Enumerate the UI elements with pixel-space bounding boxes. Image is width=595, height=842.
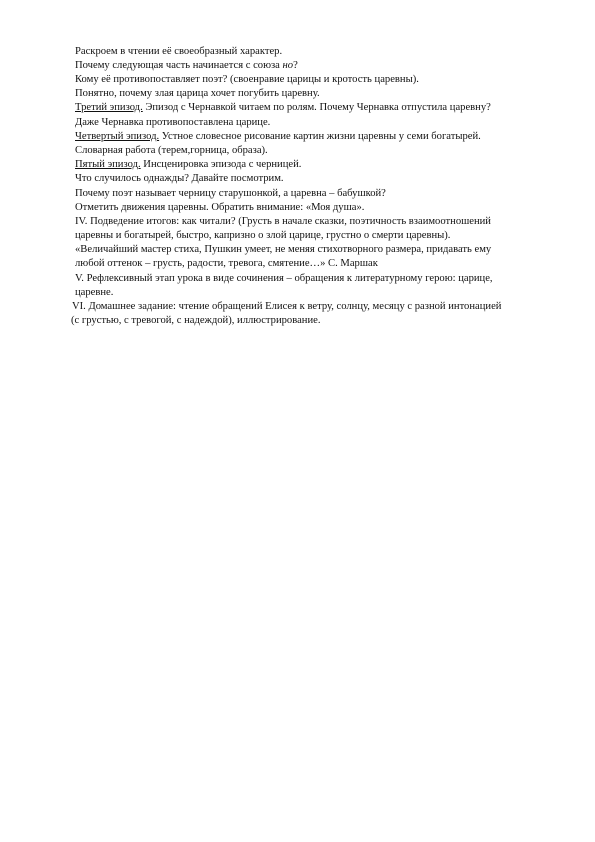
text-line: любой оттенок – грусть, радости, тревога, смятение…» С. Маршак xyxy=(75,258,378,269)
text-line: VI. Домашнее задание: чтение обращений Елисея к ветру, солнцу, месяцу с разной интонацией xyxy=(72,301,502,312)
text-line: Что случилось однажды? Давайте посмотрим. xyxy=(75,173,284,184)
text-line: «Величайший мастер стиха, Пушкин умеет, не меняя стихотворного размера, придавать ему xyxy=(75,244,492,255)
episode-heading: Третий эпизод. xyxy=(75,102,143,113)
episode-heading: Пятый эпизод. xyxy=(75,159,141,170)
text-line: Отметить движения царевны. Обратить внимание: «Моя душа». xyxy=(75,202,365,213)
text-span: ? xyxy=(293,60,298,71)
italic-word: но xyxy=(282,60,294,71)
text-line xyxy=(75,59,298,73)
text-span: Устное словесное рисование картин жизни царевны у семи богатырей. xyxy=(159,131,481,142)
text-span: Эпизод с Чернавкой читаем по ролям. Почему Чернавка отпустила царевну? xyxy=(142,102,491,113)
text-line: Раскроем в чтении её своеобразный характер. xyxy=(75,46,283,57)
text-line: Словарная работа (терем,горница, образа). xyxy=(75,145,268,156)
text-line: Даже Чернавка противопоставлена царице. xyxy=(75,117,271,128)
text-line: царевны и богатырей, быстро, капризно о злой царице, грустно о смерти царевны). xyxy=(75,230,451,241)
text-line xyxy=(75,130,481,144)
text-line: царевне. xyxy=(75,287,114,298)
text-line xyxy=(75,101,491,115)
episode-heading: Четвертый эпизод. xyxy=(75,131,160,142)
text-span: Инсценировка эпизода с черницей. xyxy=(140,159,302,170)
text-line: Кому её противопоставляет поэт? (своенравие царицы и кротость царевны). xyxy=(75,74,419,85)
text-line xyxy=(75,158,301,172)
text-line: Почему поэт называет черницу старушонкой, а царевна – бабушкой? xyxy=(75,188,386,199)
text-line: (с грустью, с тревогой, с надеждой), иллюстрирование. xyxy=(71,315,321,326)
text-span: Почему следующая часть начинается с союза xyxy=(75,60,283,71)
text-line: IV. Подведение итогов: как читали? (Грусть в начале сказки, поэтичность взаимоотношений xyxy=(75,216,491,227)
text-line: Понятно, почему злая царица хочет погубить царевну. xyxy=(75,88,320,99)
text-line: V. Рефлексивный этап урока в виде сочинения – обращения к литературному герою: царице, xyxy=(75,273,493,284)
